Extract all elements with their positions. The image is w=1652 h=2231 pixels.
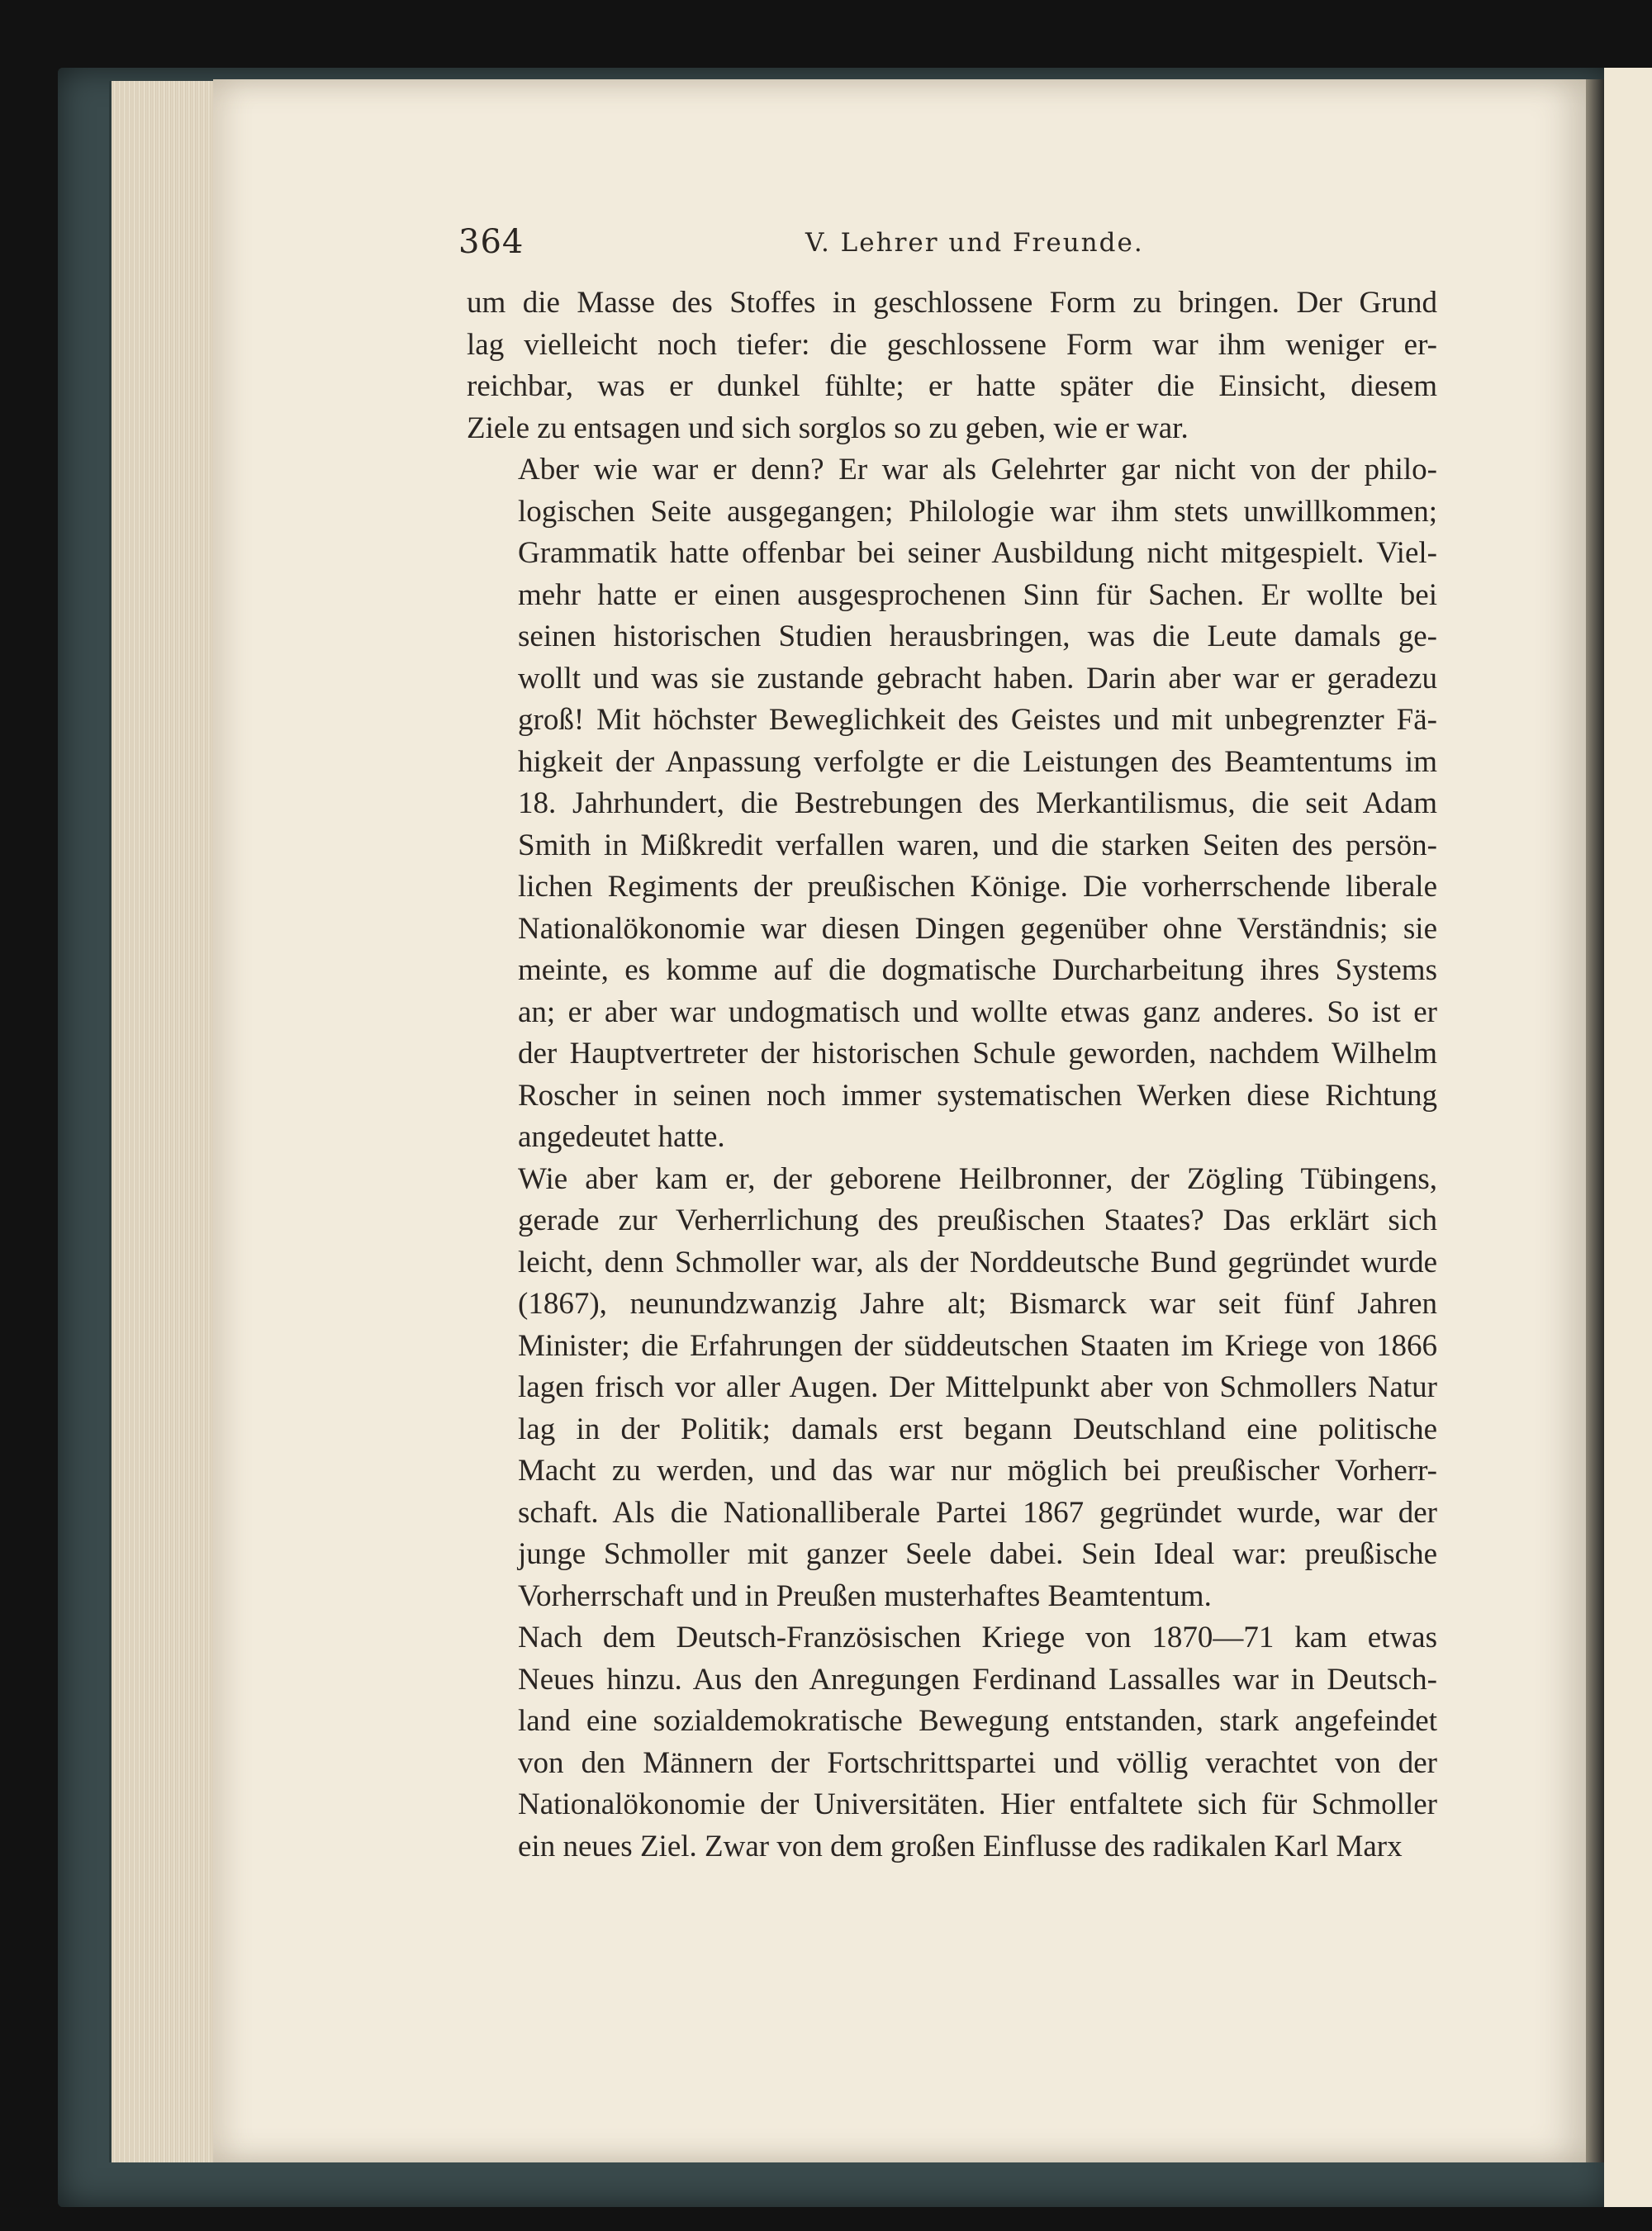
text-line: seinen historischen Studien herausbringen, was die Leute damals ge- [518, 619, 1437, 653]
facing-page-edge [1604, 68, 1652, 2207]
text-line: mehr hatte er einen ausgesprochenen Sinn für Sachen. Er wollte bei [518, 577, 1437, 612]
text-line: junge Schmoller mit ganzer Seele dabei. Sein Ideal war: preußische [518, 1537, 1437, 1571]
text-line: Nationalökonomie der Universitäten. Hier entfaltete sich für Schmoller [518, 1787, 1437, 1821]
text-line: an; er aber war undogmatisch und wollte etwas ganz anderes. So ist er [518, 994, 1437, 1029]
text-line: Wie aber kam er, der geborene Heilbronner, der Zögling Tübingens, [518, 1161, 1437, 1196]
text-line: leicht, denn Schmoller war, als der Norddeutsche Bund gegründet wurde [518, 1245, 1437, 1279]
text-line: von den Männern der Fortschrittspartei und völlig verachtet von der [518, 1745, 1437, 1780]
text-line: Minister; die Erfahrungen der süddeutschen Staaten im Kriege von 1866 [518, 1328, 1437, 1363]
text-line: reichbar, was er dunkel fühlte; er hatte später die Einsicht, diesem [467, 369, 1437, 403]
text-line: Ziele zu entsagen und sich sorglos so zu geben, wie er war. [467, 411, 1189, 445]
text-line: um die Masse des Stoffes in geschlossene Form zu bringen. Der Grund [467, 286, 1437, 320]
text-line: lichen Regiments der preußischen Könige. Die vorherrschende liberale [518, 870, 1437, 904]
text-line: higkeit der Anpassung verfolgte er die Leistungen des Beamtentums im [518, 744, 1437, 779]
text-line: lagen frisch vor aller Augen. Der Mittelpunkt aber von Schmollers Natur [518, 1370, 1437, 1404]
text-line: Grammatik hatte offenbar bei seiner Ausbildung nicht mitgespielt. Viel- [518, 536, 1437, 570]
text-line: Nationalökonomie war diesen Dingen gegenüber ohne Verständnis; sie [518, 911, 1437, 946]
page-number: 364 [458, 223, 525, 261]
text-line: Smith in Mißkredit verfallen waren, und die starken Seiten des persön- [518, 828, 1437, 862]
text-line: Aber wie war er denn? Er war als Gelehrter gar nicht von der philo- [518, 453, 1437, 487]
page-header [458, 223, 1450, 273]
text-line: Macht zu werden, und das war nur möglich bei preußischer Vorherr- [518, 1454, 1437, 1488]
text-line: Roscher in seinen noch immer systematischen Werken diese Richtung [518, 1078, 1437, 1113]
book-gutter [1586, 79, 1604, 2162]
text-line: lag in der Politik; damals erst begann Deutschland eine politische [518, 1412, 1437, 1446]
text-line: logischen Seite ausgegangen; Philologie war ihm stets unwillkommen; [518, 494, 1437, 529]
text-line: wollt und was sie zustande gebracht haben. Darin aber war er geradezu [518, 661, 1437, 695]
text-line: schaft. Als die Nationalliberale Partei 1867 gegründet wurde, war der [518, 1495, 1437, 1530]
paragraph [467, 1159, 1437, 1618]
text-line: meinte, es komme auf die dogmatische Durcharbeitung ihres Systems [518, 953, 1437, 987]
paragraph [467, 282, 1437, 449]
running-title: V. Lehrer und Freunde. [805, 228, 1144, 258]
text-line: (1867), neunundzwanzig Jahre alt; Bismarck war seit fünf Jahren [518, 1287, 1437, 1321]
text-line: der Hauptvertreter der historischen Schule geworden, nachdem Wilhelm [518, 1037, 1437, 1070]
paragraph [467, 449, 1437, 1159]
paragraph [467, 1617, 1437, 1868]
text-line: groß! Mit höchster Beweglichkeit des Geistes und mit unbegrenzter Fä- [518, 703, 1437, 737]
text-line: Neues hinzu. Aus den Anregungen Ferdinand Lassalles war in Deutsch- [518, 1662, 1437, 1697]
text-line: gerade zur Verherrlichung des preußischen Staates? Das erklärt sich [518, 1203, 1437, 1237]
page-edges [109, 81, 227, 2162]
text-line: lag vielleicht noch tiefer: die geschlossene Form war ihm weniger er- [467, 327, 1437, 362]
body-text [467, 282, 1437, 1868]
text-line: Nach dem Deutsch-Französischen Kriege von 1870—71 kam etwas [518, 1621, 1437, 1654]
text-line: land eine sozialdemokratische Bewegung entstanden, stark angefeindet [518, 1704, 1437, 1738]
text-line: 18. Jahrhundert, die Bestrebungen des Merkantilismus, die seit Adam [518, 786, 1437, 820]
text-line: ein neues Ziel. Zwar von dem großen Einflusse des radikalen Karl Marx [518, 1829, 1403, 1863]
text-line: Vorherrschaft und in Preußen musterhaftes Beamtentum. [518, 1578, 1212, 1613]
text-line: angedeutet hatte. [518, 1120, 725, 1154]
